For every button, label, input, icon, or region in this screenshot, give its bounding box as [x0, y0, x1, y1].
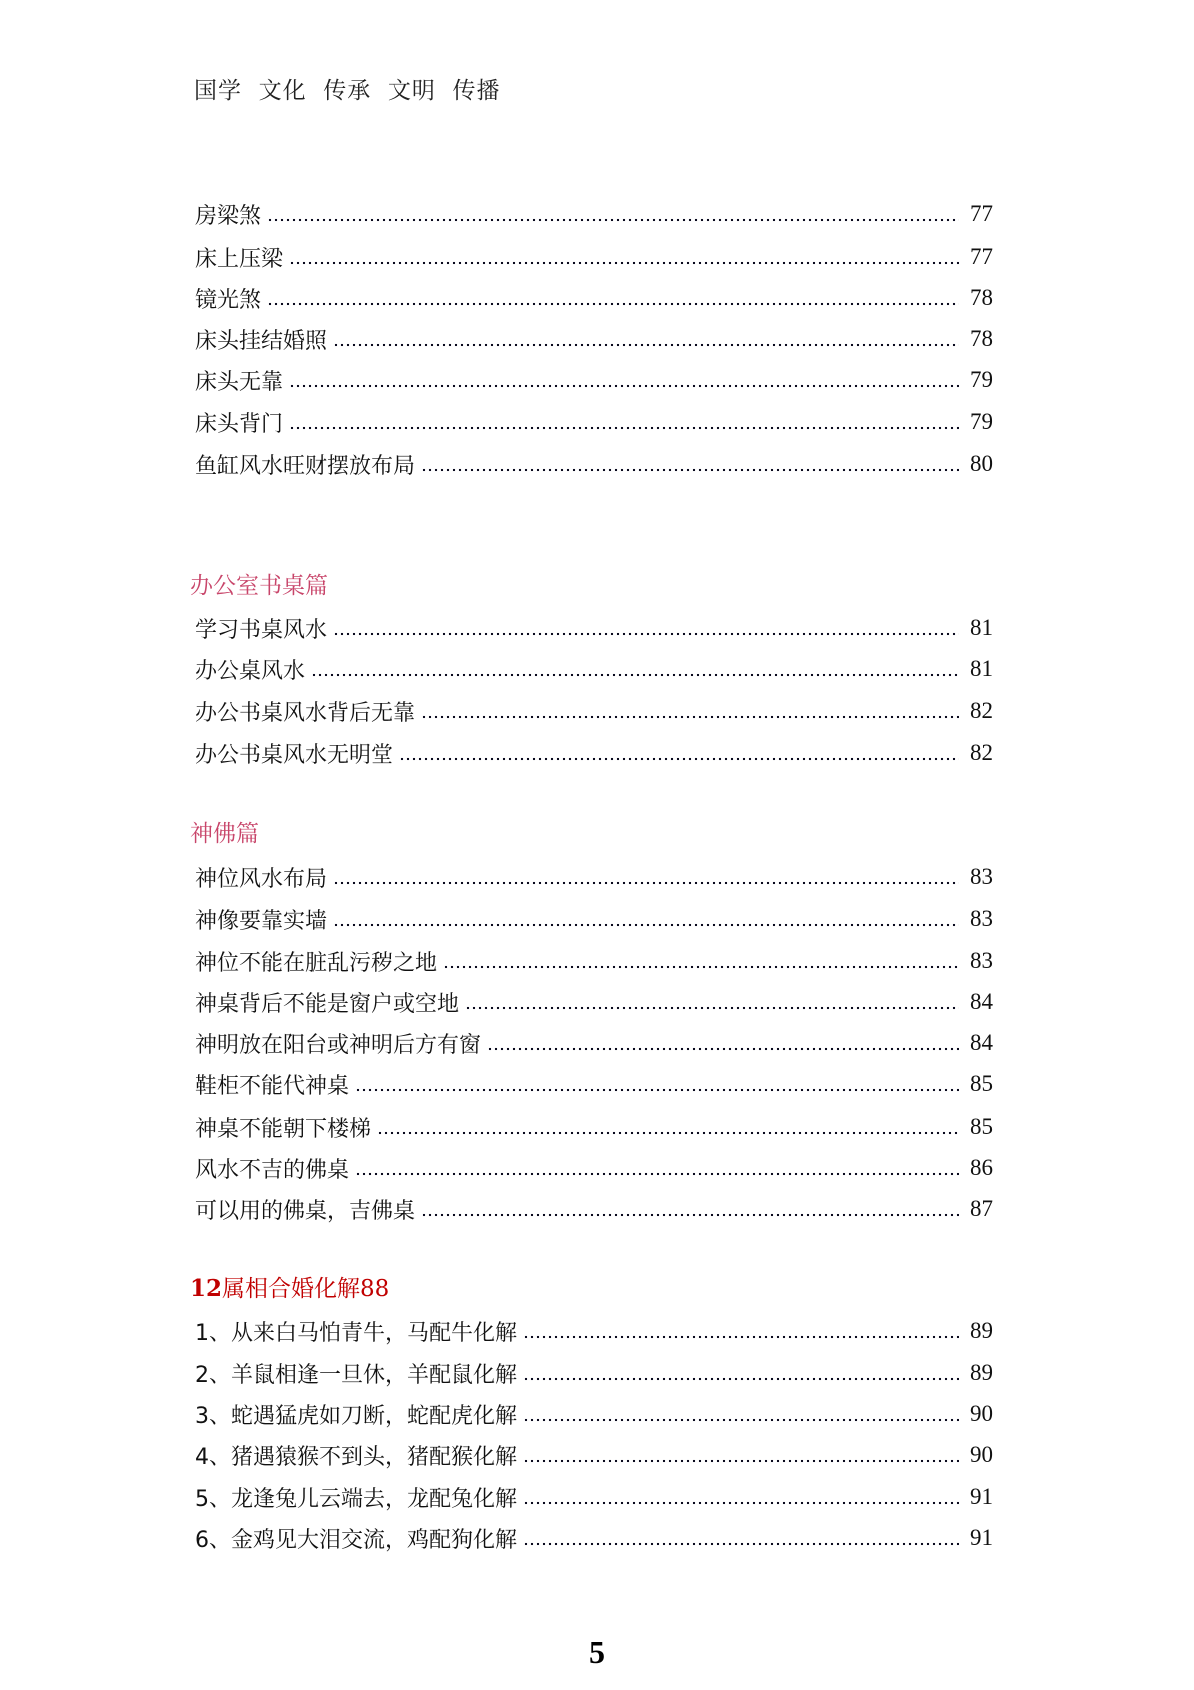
- toc-entry-page: 77: [970, 201, 993, 226]
- toc-entry[interactable]: [195, 406, 993, 438]
- toc-entry-title: 神桌不能朝下楼梯: [195, 1116, 372, 1142]
- toc-entry-page: 91: [970, 1484, 993, 1509]
- dot-leader: [355, 1088, 959, 1092]
- toc-entry[interactable]: [195, 1027, 993, 1059]
- toc-entry-title: 房梁煞: [195, 203, 262, 229]
- dot-leader: [333, 343, 959, 347]
- toc-entry[interactable]: [195, 1439, 993, 1471]
- toc-entry[interactable]: [195, 1315, 993, 1347]
- dot-leader: [377, 1131, 959, 1135]
- toc-entry-page: 89: [970, 1318, 993, 1343]
- toc-entry[interactable]: [195, 198, 993, 230]
- dot-leader: [289, 261, 959, 265]
- dot-leader: [465, 1006, 959, 1010]
- dot-leader: [421, 715, 959, 719]
- toc-entry-page: 78: [970, 285, 993, 310]
- toc-entry[interactable]: [195, 861, 993, 893]
- dot-leader: [523, 1418, 959, 1422]
- toc-entry-title: 3、蛇遇猛虎如刀断，蛇配虎化解: [195, 1403, 517, 1429]
- dot-leader: [443, 965, 959, 969]
- section-heading-text: 属相合婚化解88: [222, 1276, 390, 1302]
- toc-entry-title: 可以用的佛桌，吉佛桌: [195, 1198, 416, 1224]
- toc-entry-title: 神位不能在脏乱污秽之地: [195, 950, 438, 976]
- section-heading-office-desk[interactable]: 办公室书桌篇: [190, 573, 328, 599]
- toc-entry[interactable]: [195, 1357, 993, 1389]
- toc-entry-title: 4、猪遇猿猴不到头，猪配猴化解: [195, 1444, 517, 1470]
- dot-leader: [487, 1047, 959, 1051]
- toc-entry-title: 床上压梁: [195, 246, 284, 272]
- toc-entry-title: 神位风水布局: [195, 866, 328, 892]
- dot-leader: [523, 1542, 959, 1546]
- toc-entry-title: 床头背门: [195, 411, 284, 437]
- running-header: 国学 文化 传承 文明 传播: [194, 78, 501, 104]
- dot-leader: [421, 1213, 959, 1217]
- toc-entry-page: 90: [970, 1401, 993, 1426]
- toc-entry[interactable]: [195, 1068, 993, 1100]
- dot-leader: [333, 632, 959, 636]
- toc-entry-title: 鞋柜不能代神桌: [195, 1073, 350, 1099]
- toc-entry-page: 78: [970, 326, 993, 351]
- toc-entry-title: 办公桌风水: [195, 658, 306, 684]
- toc-entry[interactable]: [195, 364, 993, 396]
- dot-leader: [267, 218, 959, 222]
- toc-entry-page: 90: [970, 1442, 993, 1467]
- dot-leader: [333, 923, 959, 927]
- toc-entry-title: 床头挂结婚照: [195, 328, 328, 354]
- dot-leader: [289, 384, 959, 388]
- toc-entry-title: 神明放在阳台或神明后方有窗: [195, 1032, 482, 1058]
- toc-entry[interactable]: [195, 695, 993, 727]
- toc-entry-page: 91: [970, 1525, 993, 1550]
- toc-entry[interactable]: [195, 1152, 993, 1184]
- page-number: 5: [589, 1634, 605, 1670]
- toc-entry-title: 神桌背后不能是窗户或空地: [195, 991, 460, 1017]
- toc-entry[interactable]: [195, 737, 993, 769]
- toc-entry-title: 鱼缸风水旺财摆放布局: [195, 453, 416, 479]
- dot-leader: [267, 302, 959, 306]
- toc-entry-page: 79: [970, 367, 993, 392]
- dot-leader: [523, 1335, 959, 1339]
- dot-leader: [355, 1172, 959, 1176]
- toc-entry-page: 80: [970, 451, 993, 476]
- toc-entry-page: 82: [970, 698, 993, 723]
- dot-leader: [311, 673, 959, 677]
- section-heading-deities[interactable]: 神佛篇: [190, 821, 259, 847]
- section-heading-zodiac-marriage[interactable]: [190, 1273, 389, 1305]
- toc-entry-page: 81: [970, 656, 993, 681]
- toc-entry[interactable]: [195, 1522, 993, 1554]
- toc-entry[interactable]: [195, 653, 993, 685]
- toc-entry-page: 82: [970, 740, 993, 765]
- toc-entry-page: 83: [970, 864, 993, 889]
- toc-entry[interactable]: [195, 986, 993, 1018]
- toc-entry-title: 办公书桌风水无明堂: [195, 742, 394, 768]
- toc-entry-title: 镜光煞: [195, 287, 262, 313]
- toc-entry[interactable]: [195, 241, 993, 273]
- toc-entry-page: 89: [970, 1360, 993, 1385]
- toc-entry[interactable]: [195, 1398, 993, 1430]
- toc-entry[interactable]: [195, 612, 993, 644]
- dot-leader: [289, 426, 959, 430]
- dot-leader: [333, 881, 959, 885]
- dot-leader: [523, 1377, 959, 1381]
- toc-entry-page: 81: [970, 615, 993, 640]
- dot-leader: [399, 757, 959, 761]
- toc-entry[interactable]: [195, 1111, 993, 1143]
- toc-entry-title: 神像要靠实墙: [195, 908, 328, 934]
- toc-entry[interactable]: [195, 1481, 993, 1513]
- toc-entry-page: 86: [970, 1155, 993, 1180]
- toc-entry-page: 84: [970, 989, 993, 1014]
- toc-entry-title: 1、从来白马怕青牛，马配牛化解: [195, 1320, 517, 1346]
- toc-entry[interactable]: [195, 1193, 993, 1225]
- toc-entry-page: 85: [970, 1114, 993, 1139]
- toc-entry[interactable]: [195, 945, 993, 977]
- toc-entry[interactable]: [195, 448, 993, 480]
- toc-entry[interactable]: [195, 323, 993, 355]
- toc-entry-page: 83: [970, 948, 993, 973]
- dot-leader: [523, 1459, 959, 1463]
- toc-entry-title: 风水不吉的佛桌: [195, 1157, 350, 1183]
- toc-entry-title: 学习书桌风水: [195, 617, 328, 643]
- toc-entry[interactable]: [195, 282, 993, 314]
- toc-entry-title: 办公书桌风水背后无靠: [195, 700, 416, 726]
- toc-entry-page: 87: [970, 1196, 993, 1221]
- toc-entry-page: 83: [970, 906, 993, 931]
- toc-entry-page: 79: [970, 409, 993, 434]
- toc-entry-page: 84: [970, 1030, 993, 1055]
- toc-entry-title: 5、龙逢兔儿云端去，龙配兔化解: [195, 1486, 517, 1512]
- dot-leader: [523, 1501, 959, 1505]
- dot-leader: [421, 468, 959, 472]
- toc-entry-title: 6、金鸡见大泪交流，鸡配狗化解: [195, 1527, 517, 1553]
- toc-entry-page: 77: [970, 244, 993, 269]
- toc-entry-title: 2、羊鼠相逢一旦休，羊配鼠化解: [195, 1362, 517, 1388]
- toc-entry-title: 床头无靠: [195, 369, 284, 395]
- section-heading-number: 12: [190, 1275, 223, 1302]
- toc-entry[interactable]: [195, 903, 993, 935]
- toc-entry-page: 85: [970, 1071, 993, 1096]
